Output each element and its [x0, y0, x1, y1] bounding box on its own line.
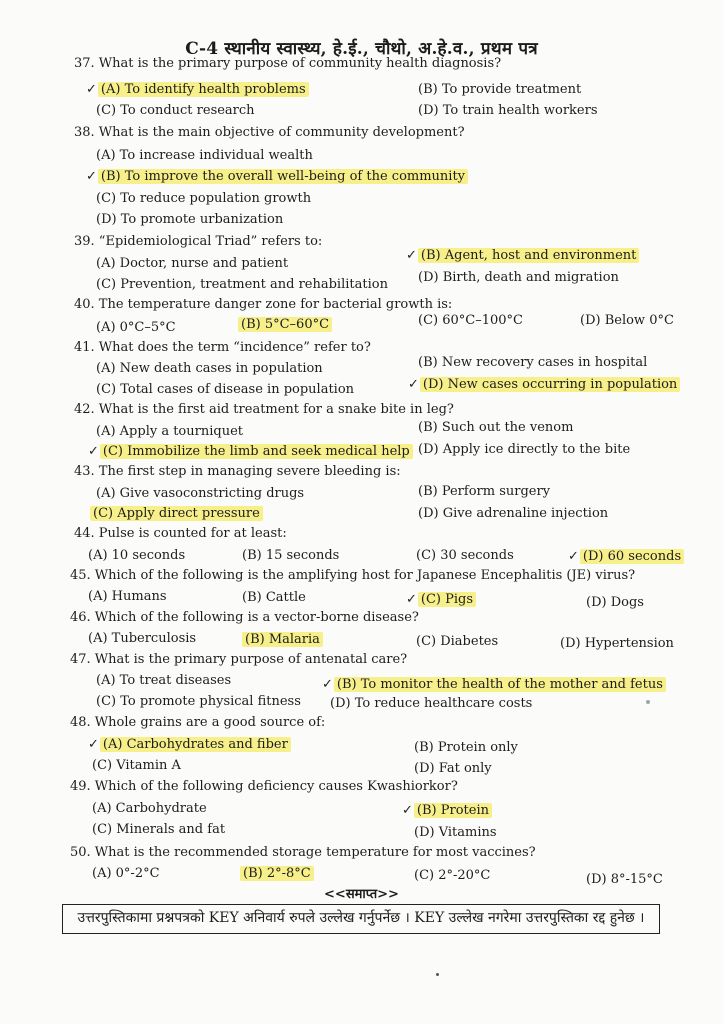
- check-mark-icon: ✓: [322, 677, 333, 692]
- option-d: (D) Below 0°C: [580, 313, 674, 328]
- option-b: (B) 15 seconds: [242, 548, 340, 563]
- option-d: (D) To reduce healthcare costs: [330, 696, 533, 711]
- option-a: (A) To increase individual wealth: [96, 148, 313, 163]
- option-a: (A) Apply a tourniquet: [96, 424, 243, 439]
- question-text: 49. Which of the following deficiency causes Kwashiorkor?: [70, 779, 458, 794]
- option-c: (C) 2°-20°C: [414, 868, 491, 883]
- question-text: 38. What is the main objective of community development?: [74, 125, 465, 140]
- option-b: (B) To provide treatment: [418, 82, 582, 97]
- check-mark-icon: ✓: [88, 737, 99, 752]
- option-c: (C) Vitamin A: [92, 758, 181, 773]
- question-49: [0, 779, 723, 801]
- option-d: (D) Fat only: [414, 761, 492, 776]
- option-c: (C) To reduce population growth: [96, 191, 312, 206]
- question-text: 44. Pulse is counted for at least:: [74, 526, 287, 541]
- option-a: (A) Doctor, nurse and patient: [96, 256, 289, 271]
- question-text: 45. Which of the following is the amplifying host for Japanese Encephalitis (JE) virus?: [70, 568, 636, 583]
- option-d: (D) Vitamins: [414, 825, 497, 840]
- question-text: 47. What is the primary purpose of antenatal care?: [70, 652, 408, 667]
- question-text: 39. “Epidemiological Triad” refers to:: [74, 234, 323, 249]
- check-mark-icon: ✓: [406, 248, 417, 263]
- option-b: [406, 248, 639, 263]
- option-d: (D) To promote urbanization: [96, 212, 284, 227]
- option-a: (A) 10 seconds: [88, 548, 186, 563]
- option-a: (A) 0°C–5°C: [96, 320, 176, 335]
- question-45: [0, 568, 723, 590]
- option-a: (A) Carbohydrate: [92, 801, 207, 816]
- option-c: (C) Minerals and fat: [92, 822, 226, 837]
- question-47: [0, 652, 723, 674]
- answer-highlight: (A) To identify health problems: [98, 82, 309, 97]
- answer-highlight: (B) 2°-8°C: [240, 866, 314, 881]
- option-b: (B) Such out the venom: [418, 420, 574, 435]
- option-d: (D) 8°-15°C: [586, 872, 663, 887]
- check-mark-icon: ✓: [88, 444, 99, 459]
- answer-highlight: (B) Agent, host and environment: [418, 248, 640, 263]
- answer-highlight: (B) 5°C–60°C: [238, 317, 332, 332]
- question-text: 37. What is the primary purpose of community health diagnosis?: [74, 56, 502, 71]
- answer-highlight: (B) Malaria: [242, 632, 323, 647]
- option-a: (A) Humans: [88, 589, 167, 604]
- option-c: (C) To conduct research: [96, 103, 255, 118]
- option-c: (C) Prevention, treatment and rehabilitation: [96, 277, 388, 292]
- option-b: [86, 169, 468, 184]
- option-d: (D) Dogs: [586, 595, 644, 610]
- question-50: [0, 845, 723, 867]
- answer-highlight: (B) To monitor the health of the mother and fetus: [334, 677, 666, 692]
- question-43: [0, 464, 723, 486]
- question-37: [0, 56, 723, 78]
- option-a: (A) To treat diseases: [96, 673, 232, 688]
- option-c: (C) 30 seconds: [416, 548, 514, 563]
- question-38: [0, 125, 723, 147]
- option-b: (B) Cattle: [242, 590, 306, 605]
- answer-highlight: (D) New cases occurring in population: [420, 377, 680, 392]
- option-c: [90, 506, 263, 521]
- option-a: (A) Give vasoconstricting drugs: [96, 486, 305, 501]
- question-48: [0, 715, 723, 737]
- paper-speck: [646, 700, 650, 704]
- option-c: (C) To promote physical fitness: [96, 694, 301, 709]
- answer-highlight: (D) 60 seconds: [580, 549, 684, 564]
- page-title: C-4 स्थानीय स्वास्थ्य, हे.ई., चौथो, अ.हे.व., प्रथम पत्र: [185, 39, 538, 59]
- option-b: [242, 632, 323, 647]
- question-text: 40. The temperature danger zone for bacterial growth is:: [74, 297, 453, 312]
- option-a: [88, 737, 291, 752]
- end-mark: <<समाप्त>>: [324, 887, 399, 902]
- option-b: (B) New recovery cases in hospital: [418, 355, 648, 370]
- option-a: (A) 0°-2°C: [92, 866, 160, 881]
- answer-highlight: (C) Immobilize the limb and seek medical help: [100, 444, 413, 459]
- option-c: (C) 60°C–100°C: [418, 313, 523, 328]
- question-42: [0, 402, 723, 424]
- option-d: [568, 549, 684, 564]
- option-b: (B) Perform surgery: [418, 484, 551, 499]
- option-b: [238, 317, 332, 332]
- option-b: [322, 677, 666, 692]
- option-a: (A) New death cases in population: [96, 361, 323, 376]
- option-d: (D) Hypertension: [560, 636, 674, 651]
- option-c: (C) Total cases of disease in population: [96, 382, 355, 397]
- check-mark-icon: ✓: [86, 169, 97, 184]
- paper-speck: [436, 973, 439, 976]
- option-a: [86, 82, 309, 97]
- option-d: (D) To train health workers: [418, 103, 598, 118]
- option-a: (A) Tuberculosis: [88, 631, 197, 646]
- option-b: [240, 866, 314, 881]
- option-c: [406, 592, 476, 607]
- option-d: (D) Give adrenaline injection: [418, 506, 609, 521]
- question-text: 41. What does the term “incidence” refer to?: [74, 340, 371, 355]
- answer-highlight: (B) Protein: [414, 803, 492, 818]
- answer-highlight: (A) Carbohydrates and fiber: [100, 737, 291, 752]
- option-c: [88, 444, 413, 459]
- option-c: (C) Diabetes: [416, 634, 499, 649]
- answer-highlight: (C) Apply direct pressure: [90, 506, 263, 521]
- answer-highlight: (B) To improve the overall well-being of the community: [98, 169, 468, 184]
- check-mark-icon: ✓: [406, 592, 417, 607]
- option-d: [408, 377, 680, 392]
- answer-highlight: (C) Pigs: [418, 592, 476, 607]
- question-text: 46. Which of the following is a vector-borne disease?: [70, 610, 419, 625]
- question-46: [0, 610, 723, 632]
- question-text: 48. Whole grains are a good source of:: [70, 715, 326, 730]
- question-text: 42. What is the first aid treatment for a snake bite in leg?: [74, 402, 454, 417]
- question-text: 43. The first step in managing severe bleeding is:: [74, 464, 401, 479]
- option-d: (D) Birth, death and migration: [418, 270, 619, 285]
- check-mark-icon: ✓: [86, 82, 97, 97]
- check-mark-icon: ✓: [402, 803, 413, 818]
- check-mark-icon: ✓: [568, 549, 579, 564]
- answer-key-notice: उत्तरपुस्तिकामा प्रश्नपत्रको KEY अनिवार्य रुपले उल्लेख गर्नुपर्नेछ । KEY उल्लेख नगरेमा उत्तरपुस्तिका रद्द हुनेछ ।: [62, 904, 660, 934]
- question-text: 50. What is the recommended storage temperature for most vaccines?: [70, 845, 536, 860]
- question-44: [0, 526, 723, 548]
- check-mark-icon: ✓: [408, 377, 419, 392]
- option-d: (D) Apply ice directly to the bite: [418, 442, 631, 457]
- option-b: [402, 803, 492, 818]
- option-b: (B) Protein only: [414, 740, 518, 755]
